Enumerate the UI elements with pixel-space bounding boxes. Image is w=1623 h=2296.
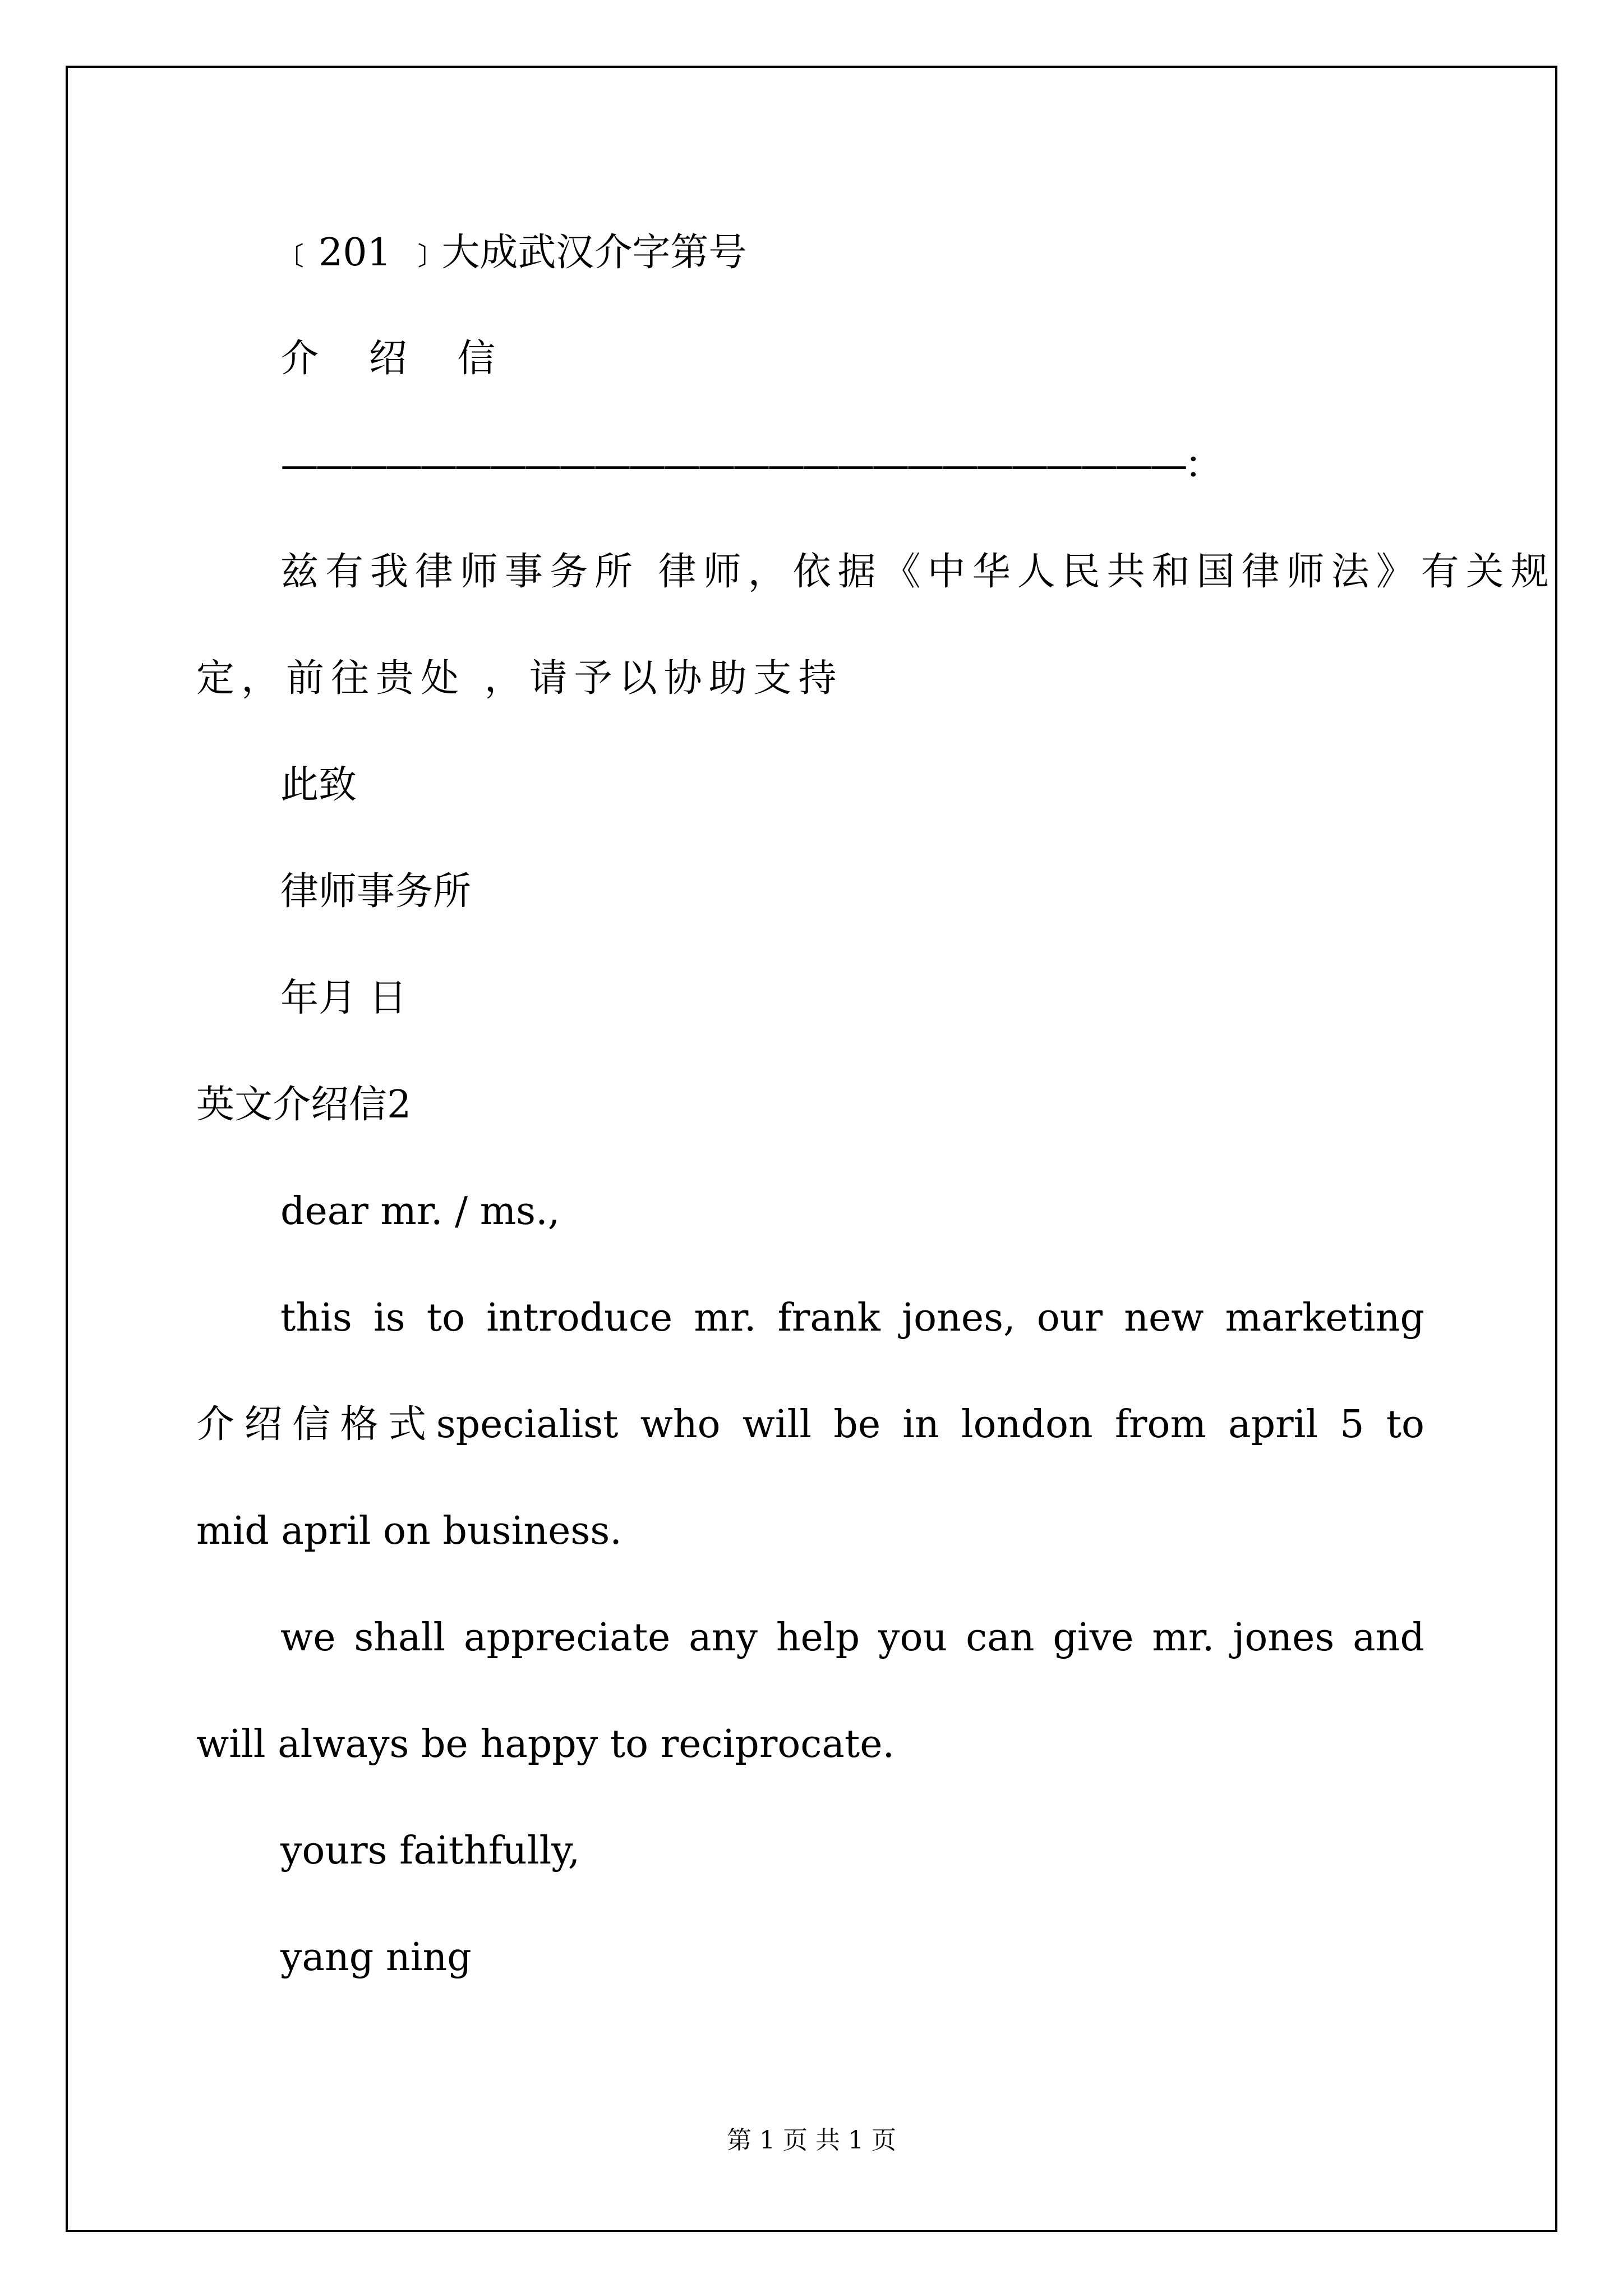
page-number-footer: 第 1 页 共 1 页 [727,2126,896,2155]
date-line: 年月 日 [280,976,407,1020]
english-body-line-4: we shall appreciate any help you can give mr. jones and [280,1616,1424,1660]
inline-english-text: specialist who will be in london from april 5 to [436,1402,1424,1447]
recipient-line: ——————————————————————————： [280,443,1220,487]
inline-chinese-text: 介绍信格式 [196,1402,436,1447]
english-body-line-1: this is to introduce mr. frank jones, our new marketing [280,1296,1424,1340]
letter-title: 介 绍 信 [280,337,515,381]
sign-off: yours faithfully, [280,1829,580,1873]
english-body-line-3: mid april on business. [196,1509,622,1553]
closing-text: 此致 [280,763,357,807]
english-body-line-2 [196,1402,1424,1447]
signer-name: yang ning [280,1935,472,1980]
page-border [66,66,1557,2232]
salutation: dear mr. / ms., [280,1189,560,1234]
english-body-line-5: will always be happy to reciprocate. [196,1722,895,1766]
signature-organization: 律师事务所 [280,869,472,914]
section-heading: 英文介绍信2 [196,1083,412,1127]
body-paragraph-line-2: 定，前往贵处 ，请予以协助支持 [196,656,843,701]
body-paragraph-line-1: 兹有我律师事务所 律师，依据《中华人民共和国律师法》有关规 [280,550,1556,594]
reference-number: ﹝201 ﹞大成武汉介字第号 [280,231,747,275]
